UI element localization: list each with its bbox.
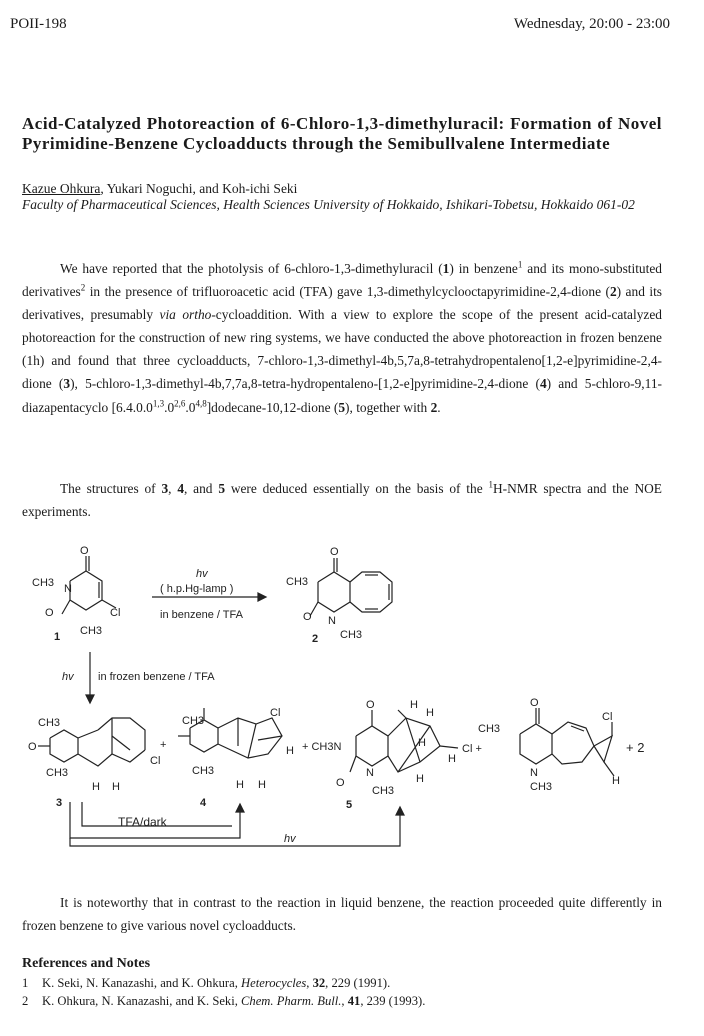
cpd1-number: 1: [54, 631, 61, 643]
cpd2-number: 2: [312, 633, 319, 645]
affiliation: Faculty of Pharmaceutical Sciences, Health Sciences University of Hokkaido, Ishikari-Tobetsu, Hokkaido 061-02: [22, 197, 635, 212]
author-list: [22, 180, 297, 197]
cpd4-number: 4: [200, 797, 207, 809]
frozen-condition-label: in frozen benzene / TFA: [98, 671, 215, 683]
cpd5-o-label: O: [366, 699, 375, 711]
cpd5-number: 5: [346, 799, 353, 811]
plus-2-label: + 2: [626, 740, 645, 755]
cpd1-o2-label: O: [45, 607, 54, 619]
cpd6-ch3b-label: CH3: [530, 781, 553, 793]
tfa-dark-label: TFA/dark: [118, 815, 167, 829]
presenting-author: Kazue Ohkura: [22, 181, 101, 196]
cpd3-h2-label: H: [112, 781, 120, 793]
cpd3-cl-label: Cl: [150, 755, 161, 767]
cpd1-cl-label: Cl: [110, 607, 121, 619]
paragraph-1: We have reported that the photolysis of 6-chloro-1,3-dimethyluracil (1) in benzene$^1$ and its mono-substituted derivatives$^2$ in the presence of trifluoroacetic acid (TFA) gave 1,3-dimethylcyclooctapyrimidine-2,4-dione (2) and its derivatives, presumably via ortho-cycloaddition. With a view to explore the scope of the present acid-catalyzed photoreaction for the construction of new ring systems, we have conducted the above photoreaction in frozen benzene (1h) and found that three cycloadducts, 7-chloro-1,3-dimethyl-4b,5,7a,8-tetrahydropentaleno[1,2-e]pyrimidine-2,4-dione (3), 5-chloro-1,3-dimethyl-4b,7,7a,8-tetra-hydropentaleno-[1,2-e]pyrimidine-2,4-dione (4) and 5-chloro-9,11-diazapentacyclo [6.4.0.0$^{1,3}$.0$^{2,6}$.0$^{4,8}$]dodecane-10,12-dione (5), together with 2.: [22, 259, 662, 415]
cpd5-cl-plus-label: Cl +: [462, 743, 482, 755]
cpd4-h-label: H: [286, 745, 294, 757]
cpd5-n-label: N: [366, 767, 374, 779]
cpd4-h2-label: H: [236, 779, 244, 791]
cpd3-ch3b-label: CH3: [46, 767, 69, 779]
cpd6-ch3-label: CH3: [478, 723, 501, 735]
paragraph-3: It is noteworthy that in contrast to the reaction in liquid benzene, the reaction proceeded quite differently in frozen benzene to give various novel cycloadducts.: [22, 895, 662, 934]
hv-label-frozen: hv: [62, 671, 74, 683]
cpd4-ch3-label: CH3: [182, 715, 205, 727]
cpd2-n-label: N: [328, 615, 336, 627]
co-authors: , Yukari Noguchi, and Koh-ichi Seki: [100, 181, 298, 196]
cpd5-h3-label: H: [418, 737, 426, 749]
paragraph-2: The structures of 3, 4, and 5 were deduced essentially on the basis of the $^1$H-NMR spectra and the NOE experiments.: [22, 479, 662, 520]
cpd6-h-label: H: [612, 775, 620, 787]
cpd6-cl-label: Cl: [602, 711, 613, 723]
reference-2: 2 K. Ohkura, N. Kanazashi, and K. Seki, Chem. Pharm. Bull., 41, 239 (1993).: [22, 994, 426, 1008]
references-heading: References and Notes: [22, 956, 151, 971]
compound-5-structure: [350, 710, 458, 772]
cpd3-o-label: O: [28, 741, 37, 753]
cpd5-ch3b-label: CH3: [372, 785, 395, 797]
plus-3-4: +: [160, 739, 167, 751]
cpd1-o-label: O: [80, 545, 89, 557]
cpd4-h3-label: H: [258, 779, 266, 791]
cpd2-ch3b-label: CH3: [340, 629, 363, 641]
cpd5-h2-label: H: [426, 707, 434, 719]
cpd1-n-label: N: [64, 583, 72, 595]
hv-label-top: hv: [196, 568, 208, 580]
reference-1: 1 K. Seki, N. Kanazashi, and K. Ohkura, Heterocycles, 32, 229 (1991).: [22, 976, 391, 990]
liquid-condition-label: in benzene / TFA: [160, 609, 243, 621]
cpd5-ch3n-label: + CH3N: [302, 741, 342, 753]
cpd5-o2-label: O: [336, 777, 345, 789]
cpd2-o2-label: O: [303, 611, 312, 623]
cpd1-ch3b-label: CH3: [80, 625, 103, 637]
session-time: Wednesday, 20:00 - 23:00: [513, 16, 670, 32]
cpd2-ch3-label: CH3: [286, 576, 309, 588]
cpd5-h5-label: H: [416, 773, 424, 785]
hv-label-bottom: hv: [284, 833, 296, 845]
cpd4-cl-label: Cl: [270, 707, 281, 719]
lamp-label: ( h.p.Hg-lamp ): [160, 583, 234, 595]
cycloadduct-structure: [520, 708, 614, 776]
cpd6-n-label: N: [530, 767, 538, 779]
cpd6-o-label: O: [530, 697, 539, 709]
paper-title: Acid-Catalyzed Photoreaction of 6-Chloro-1,3-dimethyluracil: Formation of Novel Pyrimidine-Benzene Cycloadducts through the Semibullvalene Intermediate: [22, 114, 662, 153]
compound-2-structure: [310, 558, 392, 616]
cpd3-number: 3: [56, 797, 63, 809]
cpd3-ch3-label: CH3: [38, 717, 61, 729]
cpd2-o-label: O: [330, 546, 339, 558]
poster-id: POII-198: [10, 16, 67, 32]
cpd5-h-label: H: [410, 699, 418, 711]
cpd4-ch3b-label: CH3: [192, 765, 215, 777]
cpd5-h4-label: H: [448, 753, 456, 765]
cpd3-h-label: H: [92, 781, 100, 793]
reaction-scheme: [0, 540, 704, 860]
cpd1-ch3-label: CH3: [32, 577, 55, 589]
